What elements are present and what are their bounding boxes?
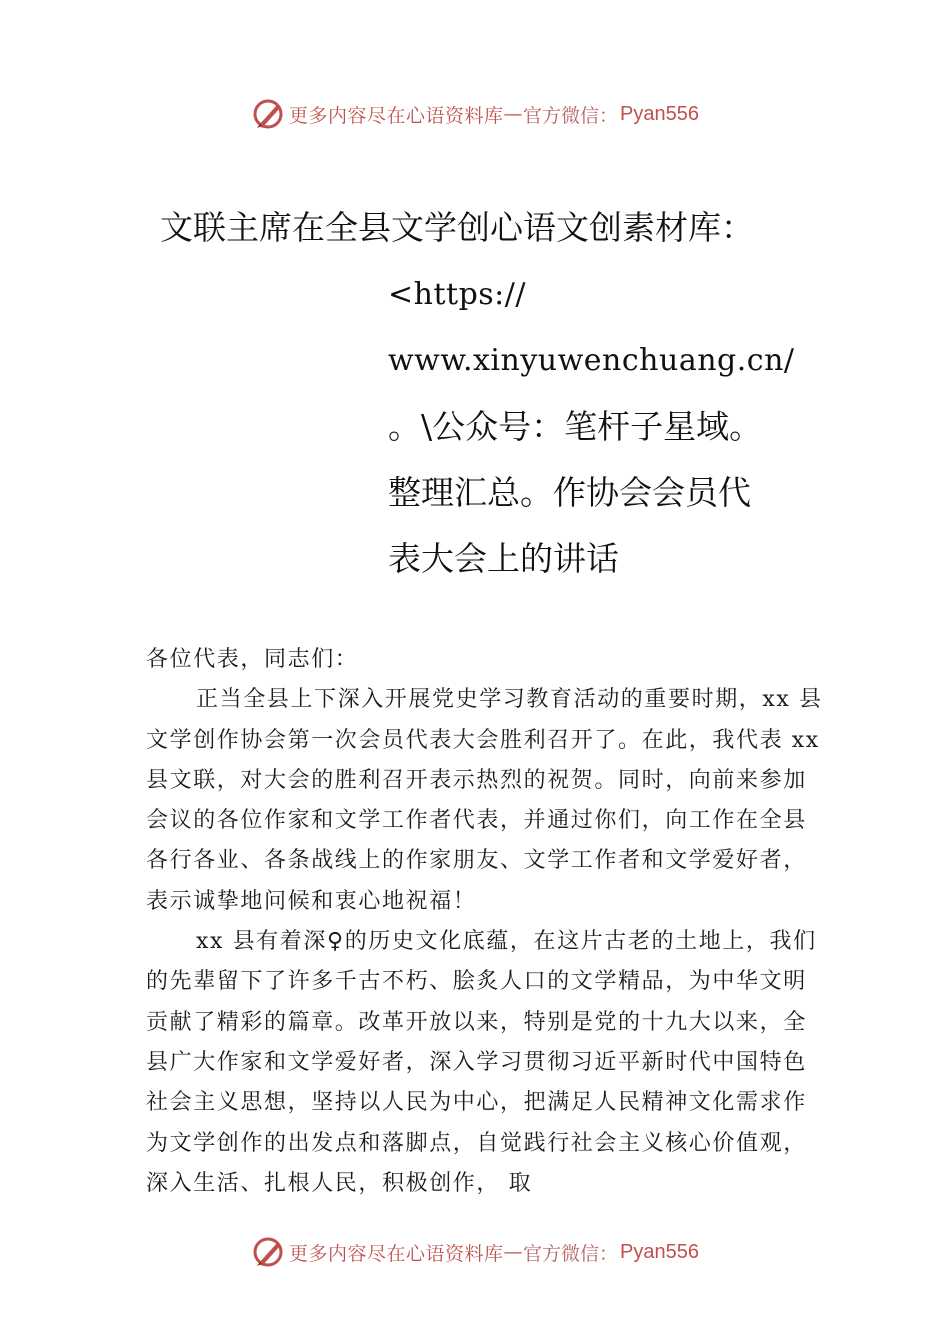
banner-wechat-id: Pyan556: [620, 102, 699, 125]
paragraph-2: xx 县有着深♀的历史文化底蕴，在这片古老的土地上，我们的先辈留下了许多千古不朽、脍炙人口的文学精品，为中华文明贡献了精彩的篇章。改革开放以来，特别是党的十九大以来，全县广大作家和文学爱好者，深入学习贯彻习近平新时代中国特色社会主义思想，坚持以人民为中心，把满足人民精神文化需求作为文学创作的出发点和落脚点，自觉践行社会主义核心价值观，深入生活、扎根人民，积极创作， 取: [146, 929, 817, 1196]
speech-body: [146, 640, 826, 1204]
banner-text: 更多内容尽在心语资料库: [289, 1242, 504, 1265]
banner-text: 更多内容尽在心语资料库: [289, 104, 504, 127]
banner-wechat-label: 官方微信：: [523, 1242, 619, 1265]
banner-dash: —: [503, 103, 524, 125]
document-title-continuation: [388, 262, 868, 592]
header-watermark-banner: [0, 94, 950, 134]
banner-wechat-label: 官方微信：: [523, 104, 619, 127]
pen-logo-icon: [251, 1235, 285, 1269]
document-title-line-1: 文联主席在全县文学创心语文创素材库：: [160, 208, 754, 247]
footer-watermark-banner: [0, 1232, 950, 1272]
title-line-5: 整理汇总。作协会会员代: [388, 473, 751, 512]
banner-dash: —: [503, 1241, 524, 1263]
paragraph-1: 正当全县上下深入开展党史学习教育活动的重要时期，xx 县文学创作协会第一次会员代表大会胜利召开了。在此，我代表 xx 县文联，对大会的胜利召开表示热烈的祝贺。同时，向前来参加会议的各位作家和文学工作者代表，并通过你们，向工作在全县各行各业、各条战线上的作家朋友、文学工作者和文学爱好者，表示诚挚地问候和衷心地祝福！: [146, 687, 823, 914]
salutation: 各位代表，同志们：: [146, 647, 359, 672]
title-line-4: 。\公众号：笔杆子星域。: [388, 407, 763, 446]
banner-wechat-id: Pyan556: [620, 1240, 699, 1263]
pen-logo-icon: [251, 97, 285, 131]
title-line-3: www.xinyuwenchuang.cn/: [388, 343, 795, 378]
title-line-6: 表大会上的讲话: [388, 539, 619, 578]
title-line-2: <https://: [388, 277, 526, 312]
